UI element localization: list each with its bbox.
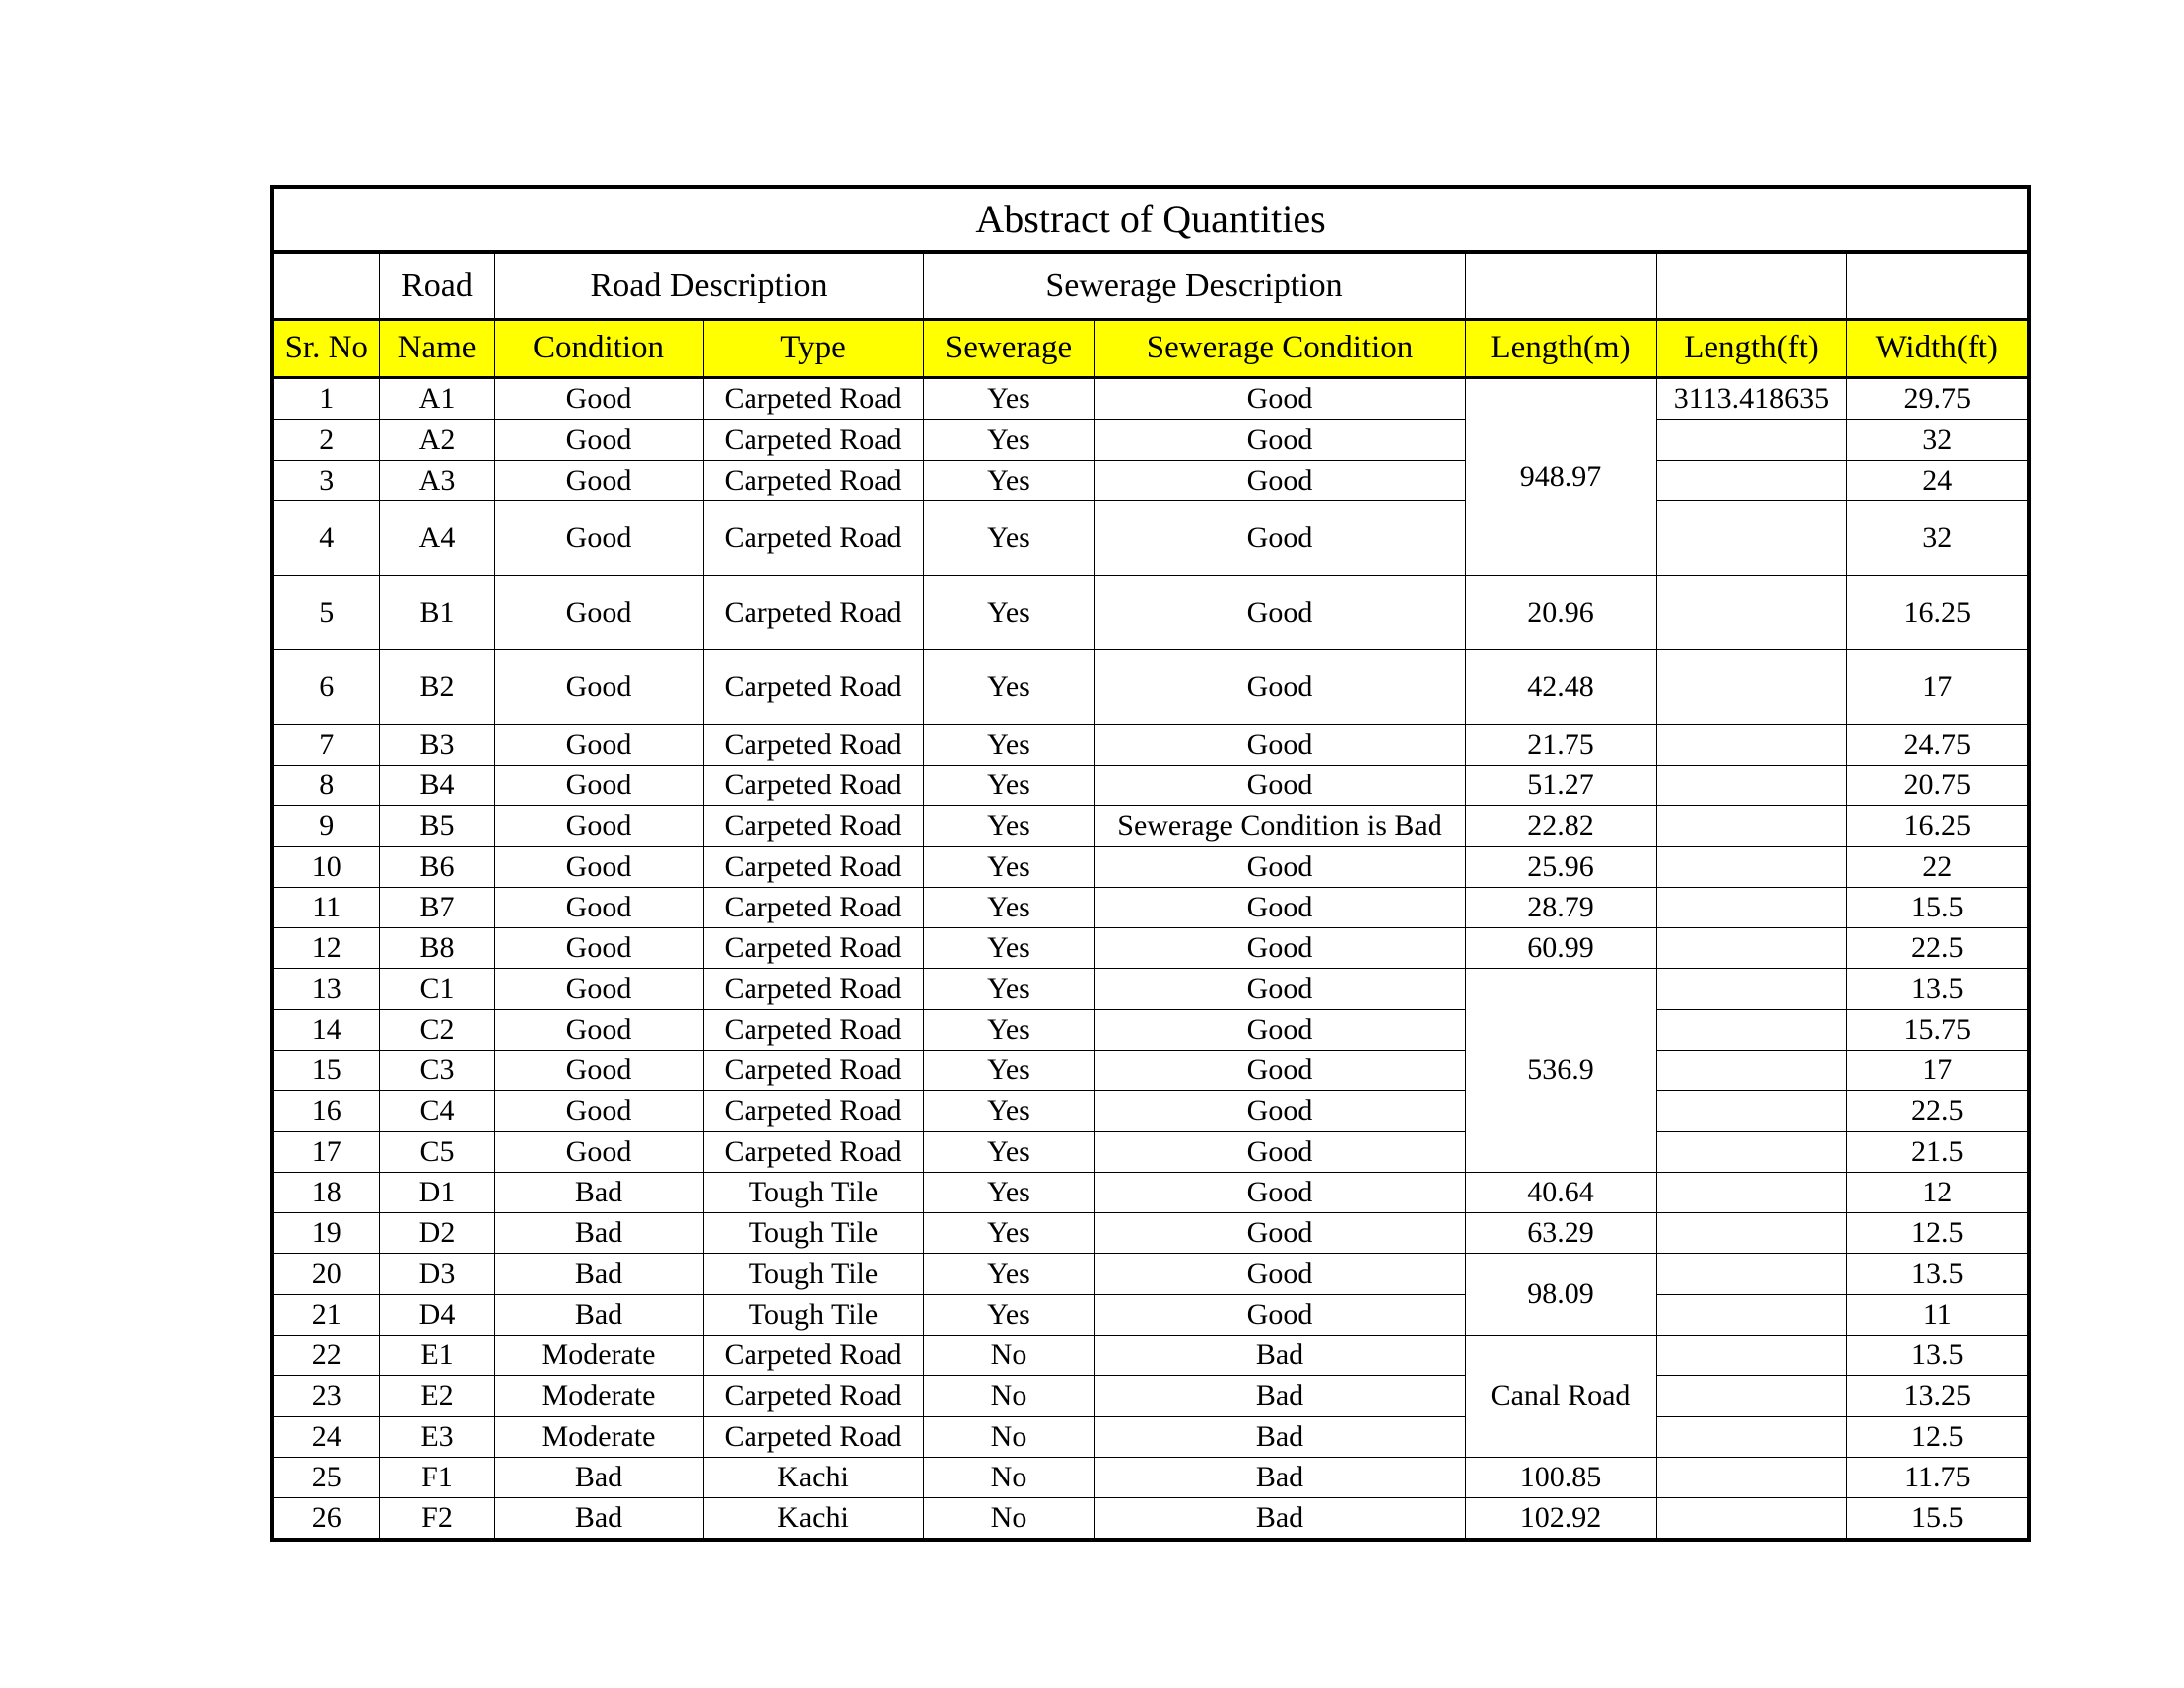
cell-condition: Bad bbox=[494, 1458, 703, 1498]
cell-sewerage-condition: Good bbox=[1094, 1091, 1465, 1132]
cell-type: Tough Tile bbox=[703, 1173, 923, 1213]
cell-width-ft: 24 bbox=[1846, 461, 2029, 501]
cell-sewerage: Yes bbox=[923, 766, 1094, 806]
cell-name: B7 bbox=[379, 888, 494, 928]
cell-sewerage: Yes bbox=[923, 1254, 1094, 1295]
cell-type: Carpeted Road bbox=[703, 1417, 923, 1458]
cell-sr-no: 22 bbox=[272, 1336, 379, 1376]
cell-name: A1 bbox=[379, 378, 494, 420]
cell-condition: Moderate bbox=[494, 1336, 703, 1376]
cell-sr-no: 16 bbox=[272, 1091, 379, 1132]
cell-type: Carpeted Road bbox=[703, 1132, 923, 1173]
cell-condition: Good bbox=[494, 806, 703, 847]
cell-sewerage-condition: Good bbox=[1094, 847, 1465, 888]
table-row bbox=[272, 650, 2029, 725]
cell-sewerage-condition: Bad bbox=[1094, 1376, 1465, 1417]
cell-sr-no: 19 bbox=[272, 1213, 379, 1254]
group-header-blank-width-ft bbox=[1846, 252, 2029, 320]
table-row bbox=[272, 501, 2029, 576]
cell-name: C5 bbox=[379, 1132, 494, 1173]
cell-length-m: 60.99 bbox=[1465, 928, 1656, 969]
cell-width-ft: 16.25 bbox=[1846, 806, 2029, 847]
table-row bbox=[272, 1213, 2029, 1254]
cell-length-ft bbox=[1656, 1458, 1846, 1498]
table-row bbox=[272, 1173, 2029, 1213]
cell-length-ft bbox=[1656, 461, 1846, 501]
column-header-condition: Condition bbox=[494, 320, 703, 378]
cell-sewerage-condition: Good bbox=[1094, 576, 1465, 650]
table-row bbox=[272, 969, 2029, 1010]
group-header-road-description: Road Description bbox=[494, 252, 923, 320]
cell-length-m: 536.9 bbox=[1465, 969, 1656, 1173]
column-header-name: Name bbox=[379, 320, 494, 378]
cell-type: Carpeted Road bbox=[703, 888, 923, 928]
column-header-length-m: Length(m) bbox=[1465, 320, 1656, 378]
table-row bbox=[272, 1417, 2029, 1458]
cell-sewerage-condition: Good bbox=[1094, 461, 1465, 501]
cell-length-ft: 3113.418635 bbox=[1656, 378, 1846, 420]
cell-width-ft: 11 bbox=[1846, 1295, 2029, 1336]
cell-name: C1 bbox=[379, 969, 494, 1010]
cell-length-m: 98.09 bbox=[1465, 1254, 1656, 1336]
cell-sewerage: Yes bbox=[923, 888, 1094, 928]
cell-type: Carpeted Road bbox=[703, 847, 923, 888]
cell-sewerage-condition: Bad bbox=[1094, 1417, 1465, 1458]
group-header-row bbox=[272, 252, 2029, 320]
cell-condition: Good bbox=[494, 766, 703, 806]
cell-length-m: 40.64 bbox=[1465, 1173, 1656, 1213]
cell-length-ft bbox=[1656, 420, 1846, 461]
cell-sewerage-condition: Good bbox=[1094, 1213, 1465, 1254]
cell-sewerage-condition: Good bbox=[1094, 378, 1465, 420]
spreadsheet-sheet bbox=[270, 185, 2027, 1542]
cell-length-ft bbox=[1656, 1498, 1846, 1541]
cell-width-ft: 13.5 bbox=[1846, 1254, 2029, 1295]
table-row bbox=[272, 888, 2029, 928]
cell-sewerage-condition: Bad bbox=[1094, 1458, 1465, 1498]
cell-name: D3 bbox=[379, 1254, 494, 1295]
cell-condition: Bad bbox=[494, 1213, 703, 1254]
cell-condition: Good bbox=[494, 725, 703, 766]
cell-sewerage-condition: Good bbox=[1094, 928, 1465, 969]
table-row bbox=[272, 461, 2029, 501]
cell-width-ft: 13.5 bbox=[1846, 969, 2029, 1010]
cell-length-ft bbox=[1656, 847, 1846, 888]
document-title: Abstract of Quantities bbox=[272, 187, 2029, 252]
cell-length-ft bbox=[1656, 1010, 1846, 1051]
cell-width-ft: 22.5 bbox=[1846, 1091, 2029, 1132]
cell-condition: Good bbox=[494, 501, 703, 576]
table-row bbox=[272, 1295, 2029, 1336]
cell-sr-no: 25 bbox=[272, 1458, 379, 1498]
cell-sr-no: 24 bbox=[272, 1417, 379, 1458]
cell-type: Carpeted Road bbox=[703, 1051, 923, 1091]
cell-condition: Good bbox=[494, 847, 703, 888]
cell-sewerage: Yes bbox=[923, 1091, 1094, 1132]
cell-width-ft: 29.75 bbox=[1846, 378, 2029, 420]
table-row bbox=[272, 806, 2029, 847]
cell-name: C3 bbox=[379, 1051, 494, 1091]
cell-length-ft bbox=[1656, 1295, 1846, 1336]
cell-length-ft bbox=[1656, 576, 1846, 650]
cell-length-ft bbox=[1656, 888, 1846, 928]
table-row bbox=[272, 576, 2029, 650]
group-header-blank-length-ft bbox=[1656, 252, 1846, 320]
cell-length-m: 42.48 bbox=[1465, 650, 1656, 725]
cell-sr-no: 17 bbox=[272, 1132, 379, 1173]
cell-type: Carpeted Road bbox=[703, 378, 923, 420]
cell-sr-no: 20 bbox=[272, 1254, 379, 1295]
cell-sr-no: 18 bbox=[272, 1173, 379, 1213]
cell-type: Kachi bbox=[703, 1458, 923, 1498]
cell-condition: Moderate bbox=[494, 1417, 703, 1458]
cell-length-m: Canal Road bbox=[1465, 1336, 1656, 1458]
cell-width-ft: 11.75 bbox=[1846, 1458, 2029, 1498]
cell-condition: Bad bbox=[494, 1254, 703, 1295]
cell-width-ft: 22.5 bbox=[1846, 928, 2029, 969]
cell-length-ft bbox=[1656, 1051, 1846, 1091]
cell-sr-no: 14 bbox=[272, 1010, 379, 1051]
table-row bbox=[272, 1498, 2029, 1541]
cell-width-ft: 32 bbox=[1846, 501, 2029, 576]
cell-name: B2 bbox=[379, 650, 494, 725]
cell-sewerage: Yes bbox=[923, 420, 1094, 461]
cell-length-ft bbox=[1656, 1254, 1846, 1295]
cell-sewerage: No bbox=[923, 1458, 1094, 1498]
cell-sewerage: Yes bbox=[923, 1132, 1094, 1173]
cell-width-ft: 15.5 bbox=[1846, 1498, 2029, 1541]
cell-length-ft bbox=[1656, 1376, 1846, 1417]
cell-length-ft bbox=[1656, 501, 1846, 576]
cell-length-ft bbox=[1656, 969, 1846, 1010]
cell-condition: Good bbox=[494, 378, 703, 420]
cell-name: E2 bbox=[379, 1376, 494, 1417]
cell-sr-no: 9 bbox=[272, 806, 379, 847]
cell-sewerage-condition: Good bbox=[1094, 1254, 1465, 1295]
cell-condition: Bad bbox=[494, 1295, 703, 1336]
cell-sr-no: 11 bbox=[272, 888, 379, 928]
cell-type: Carpeted Road bbox=[703, 725, 923, 766]
cell-sewerage-condition: Good bbox=[1094, 1132, 1465, 1173]
cell-type: Carpeted Road bbox=[703, 1336, 923, 1376]
cell-condition: Bad bbox=[494, 1173, 703, 1213]
abstract-of-quantities-table bbox=[270, 185, 2031, 1542]
cell-sr-no: 7 bbox=[272, 725, 379, 766]
column-header-sewerage: Sewerage bbox=[923, 320, 1094, 378]
cell-sr-no: 3 bbox=[272, 461, 379, 501]
cell-name: C2 bbox=[379, 1010, 494, 1051]
cell-sr-no: 4 bbox=[272, 501, 379, 576]
table-row bbox=[272, 378, 2029, 420]
cell-length-m: 21.75 bbox=[1465, 725, 1656, 766]
cell-sewerage: Yes bbox=[923, 1173, 1094, 1213]
cell-width-ft: 12.5 bbox=[1846, 1417, 2029, 1458]
cell-condition: Good bbox=[494, 928, 703, 969]
cell-sewerage: Yes bbox=[923, 650, 1094, 725]
column-header-sewerage-condition: Sewerage Condition bbox=[1094, 320, 1465, 378]
table-row bbox=[272, 1376, 2029, 1417]
cell-name: A2 bbox=[379, 420, 494, 461]
table-row bbox=[272, 847, 2029, 888]
cell-type: Carpeted Road bbox=[703, 461, 923, 501]
cell-type: Tough Tile bbox=[703, 1254, 923, 1295]
cell-length-m: 102.92 bbox=[1465, 1498, 1656, 1541]
table-row bbox=[272, 766, 2029, 806]
cell-sr-no: 8 bbox=[272, 766, 379, 806]
cell-sewerage: Yes bbox=[923, 461, 1094, 501]
cell-width-ft: 13.25 bbox=[1846, 1376, 2029, 1417]
cell-width-ft: 21.5 bbox=[1846, 1132, 2029, 1173]
cell-sewerage: No bbox=[923, 1336, 1094, 1376]
cell-condition: Good bbox=[494, 1132, 703, 1173]
cell-sewerage: Yes bbox=[923, 576, 1094, 650]
cell-type: Kachi bbox=[703, 1498, 923, 1541]
cell-length-m: 22.82 bbox=[1465, 806, 1656, 847]
cell-width-ft: 12.5 bbox=[1846, 1213, 2029, 1254]
cell-sewerage-condition: Good bbox=[1094, 1051, 1465, 1091]
cell-length-ft bbox=[1656, 1132, 1846, 1173]
cell-sewerage: Yes bbox=[923, 1295, 1094, 1336]
cell-sewerage-condition: Good bbox=[1094, 1010, 1465, 1051]
cell-sewerage-condition: Good bbox=[1094, 969, 1465, 1010]
table-row bbox=[272, 1336, 2029, 1376]
cell-sewerage: Yes bbox=[923, 1010, 1094, 1051]
cell-width-ft: 32 bbox=[1846, 420, 2029, 461]
cell-sewerage-condition: Good bbox=[1094, 1173, 1465, 1213]
cell-width-ft: 17 bbox=[1846, 650, 2029, 725]
cell-sewerage: No bbox=[923, 1376, 1094, 1417]
cell-type: Carpeted Road bbox=[703, 1091, 923, 1132]
table-body bbox=[272, 187, 2029, 1540]
table-row bbox=[272, 420, 2029, 461]
column-header-sr-no: Sr. No bbox=[272, 320, 379, 378]
cell-condition: Good bbox=[494, 576, 703, 650]
cell-length-m: 63.29 bbox=[1465, 1213, 1656, 1254]
cell-name: A4 bbox=[379, 501, 494, 576]
cell-length-ft bbox=[1656, 766, 1846, 806]
cell-sewerage: Yes bbox=[923, 969, 1094, 1010]
cell-name: B3 bbox=[379, 725, 494, 766]
cell-width-ft: 16.25 bbox=[1846, 576, 2029, 650]
cell-type: Tough Tile bbox=[703, 1295, 923, 1336]
cell-type: Carpeted Road bbox=[703, 576, 923, 650]
table-row bbox=[272, 1132, 2029, 1173]
cell-sr-no: 23 bbox=[272, 1376, 379, 1417]
cell-sr-no: 6 bbox=[272, 650, 379, 725]
cell-length-ft bbox=[1656, 1173, 1846, 1213]
cell-width-ft: 22 bbox=[1846, 847, 2029, 888]
table-row bbox=[272, 1091, 2029, 1132]
cell-length-ft bbox=[1656, 806, 1846, 847]
cell-sr-no: 10 bbox=[272, 847, 379, 888]
cell-sewerage-condition: Bad bbox=[1094, 1336, 1465, 1376]
cell-name: B5 bbox=[379, 806, 494, 847]
cell-width-ft: 17 bbox=[1846, 1051, 2029, 1091]
cell-name: B1 bbox=[379, 576, 494, 650]
cell-sewerage: Yes bbox=[923, 847, 1094, 888]
cell-length-ft bbox=[1656, 1213, 1846, 1254]
cell-condition: Good bbox=[494, 1051, 703, 1091]
cell-sewerage-condition: Good bbox=[1094, 1295, 1465, 1336]
group-header-blank-left bbox=[272, 252, 379, 320]
cell-sewerage-condition: Good bbox=[1094, 766, 1465, 806]
cell-length-ft bbox=[1656, 650, 1846, 725]
cell-sewerage-condition: Sewerage Condition is Bad bbox=[1094, 806, 1465, 847]
cell-name: B4 bbox=[379, 766, 494, 806]
cell-sewerage: Yes bbox=[923, 1051, 1094, 1091]
cell-sewerage-condition: Bad bbox=[1094, 1498, 1465, 1541]
cell-name: B6 bbox=[379, 847, 494, 888]
cell-sewerage: Yes bbox=[923, 806, 1094, 847]
cell-sewerage: Yes bbox=[923, 928, 1094, 969]
cell-sr-no: 12 bbox=[272, 928, 379, 969]
cell-name: E1 bbox=[379, 1336, 494, 1376]
cell-name: A3 bbox=[379, 461, 494, 501]
title-row bbox=[272, 187, 2029, 252]
table-row bbox=[272, 725, 2029, 766]
cell-type: Tough Tile bbox=[703, 1213, 923, 1254]
group-header-road: Road bbox=[379, 252, 494, 320]
cell-sewerage-condition: Good bbox=[1094, 725, 1465, 766]
cell-length-m: 28.79 bbox=[1465, 888, 1656, 928]
table-row bbox=[272, 928, 2029, 969]
cell-name: B8 bbox=[379, 928, 494, 969]
cell-length-ft bbox=[1656, 1091, 1846, 1132]
column-header-type: Type bbox=[703, 320, 923, 378]
cell-sewerage: Yes bbox=[923, 725, 1094, 766]
cell-type: Carpeted Road bbox=[703, 1376, 923, 1417]
cell-sr-no: 2 bbox=[272, 420, 379, 461]
cell-type: Carpeted Road bbox=[703, 650, 923, 725]
cell-length-m: 20.96 bbox=[1465, 576, 1656, 650]
cell-condition: Bad bbox=[494, 1498, 703, 1541]
cell-name: F1 bbox=[379, 1458, 494, 1498]
cell-length-ft bbox=[1656, 1417, 1846, 1458]
table-row bbox=[272, 1458, 2029, 1498]
cell-width-ft: 24.75 bbox=[1846, 725, 2029, 766]
cell-width-ft: 12 bbox=[1846, 1173, 2029, 1213]
cell-condition: Moderate bbox=[494, 1376, 703, 1417]
cell-width-ft: 13.5 bbox=[1846, 1336, 2029, 1376]
cell-length-m: 25.96 bbox=[1465, 847, 1656, 888]
cell-sr-no: 21 bbox=[272, 1295, 379, 1336]
cell-sr-no: 1 bbox=[272, 378, 379, 420]
column-header-width-ft: Width(ft) bbox=[1846, 320, 2029, 378]
cell-sewerage-condition: Good bbox=[1094, 888, 1465, 928]
cell-type: Carpeted Road bbox=[703, 1010, 923, 1051]
cell-condition: Good bbox=[494, 888, 703, 928]
cell-condition: Good bbox=[494, 1010, 703, 1051]
cell-sr-no: 15 bbox=[272, 1051, 379, 1091]
cell-sewerage: Yes bbox=[923, 1213, 1094, 1254]
cell-sr-no: 26 bbox=[272, 1498, 379, 1541]
cell-width-ft: 15.75 bbox=[1846, 1010, 2029, 1051]
cell-name: D1 bbox=[379, 1173, 494, 1213]
cell-type: Carpeted Road bbox=[703, 766, 923, 806]
cell-condition: Good bbox=[494, 969, 703, 1010]
cell-sewerage: No bbox=[923, 1498, 1094, 1541]
cell-name: F2 bbox=[379, 1498, 494, 1541]
cell-sewerage: Yes bbox=[923, 378, 1094, 420]
table-row bbox=[272, 1254, 2029, 1295]
table-row bbox=[272, 1051, 2029, 1091]
cell-width-ft: 20.75 bbox=[1846, 766, 2029, 806]
cell-sr-no: 13 bbox=[272, 969, 379, 1010]
cell-name: D4 bbox=[379, 1295, 494, 1336]
cell-length-m: 948.97 bbox=[1465, 378, 1656, 576]
cell-length-m: 100.85 bbox=[1465, 1458, 1656, 1498]
table-row bbox=[272, 1010, 2029, 1051]
column-header-row bbox=[272, 320, 2029, 378]
cell-sr-no: 5 bbox=[272, 576, 379, 650]
cell-length-ft bbox=[1656, 725, 1846, 766]
cell-sewerage-condition: Good bbox=[1094, 420, 1465, 461]
cell-width-ft: 15.5 bbox=[1846, 888, 2029, 928]
cell-condition: Good bbox=[494, 461, 703, 501]
cell-name: D2 bbox=[379, 1213, 494, 1254]
cell-type: Carpeted Road bbox=[703, 928, 923, 969]
cell-condition: Good bbox=[494, 1091, 703, 1132]
cell-sewerage: No bbox=[923, 1417, 1094, 1458]
cell-type: Carpeted Road bbox=[703, 420, 923, 461]
cell-type: Carpeted Road bbox=[703, 501, 923, 576]
group-header-sewerage-description: Sewerage Description bbox=[923, 252, 1465, 320]
cell-sewerage-condition: Good bbox=[1094, 650, 1465, 725]
cell-condition: Good bbox=[494, 420, 703, 461]
cell-length-m: 51.27 bbox=[1465, 766, 1656, 806]
cell-type: Carpeted Road bbox=[703, 806, 923, 847]
cell-name: E3 bbox=[379, 1417, 494, 1458]
cell-length-ft bbox=[1656, 928, 1846, 969]
cell-sewerage-condition: Good bbox=[1094, 501, 1465, 576]
cell-type: Carpeted Road bbox=[703, 969, 923, 1010]
group-header-blank-length-m bbox=[1465, 252, 1656, 320]
cell-sewerage: Yes bbox=[923, 501, 1094, 576]
column-header-length-ft: Length(ft) bbox=[1656, 320, 1846, 378]
cell-name: C4 bbox=[379, 1091, 494, 1132]
cell-length-ft bbox=[1656, 1336, 1846, 1376]
cell-condition: Good bbox=[494, 650, 703, 725]
